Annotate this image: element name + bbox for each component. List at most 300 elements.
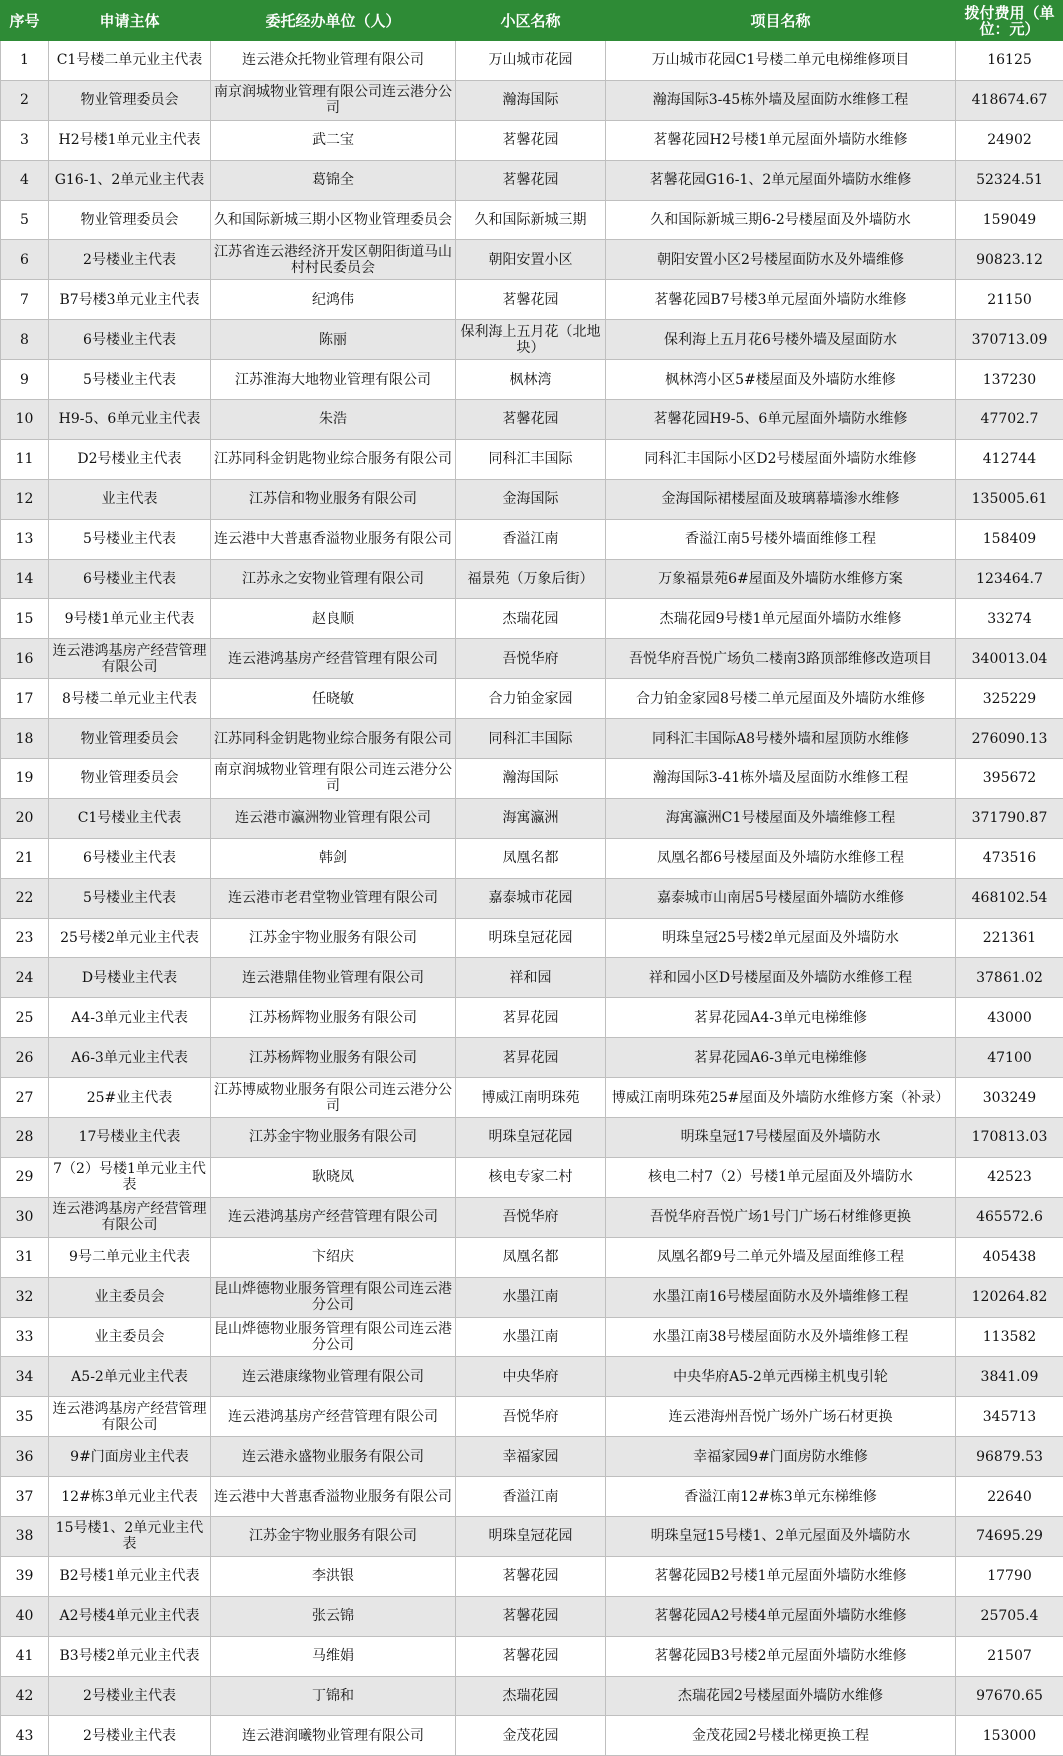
table-row: [1, 1357, 1063, 1397]
cell-community: 吾悦华府: [456, 639, 606, 679]
cell-agent: 丁锦和: [211, 1676, 456, 1716]
cell-community: 万山城市花园: [456, 41, 606, 81]
cell-community: 茗昇花园: [456, 998, 606, 1038]
cell-no: 31: [1, 1237, 49, 1277]
cell-agent: 葛锦全: [211, 160, 456, 200]
cell-community: 核电专家二村: [456, 1157, 606, 1197]
cell-agent: 朱浩: [211, 400, 456, 440]
cell-applicant: 5号楼业主代表: [49, 878, 211, 918]
cell-applicant: 17号楼业主代表: [49, 1118, 211, 1158]
cell-community: 茗馨花园: [456, 1596, 606, 1636]
cell-amount: 33274: [956, 599, 1063, 639]
cell-applicant: 业主委员会: [49, 1277, 211, 1317]
table-row: [1, 1477, 1063, 1517]
cell-no: 15: [1, 599, 49, 639]
cell-agent: 连云港永盛物业服务有限公司: [211, 1437, 456, 1477]
header-agent: 委托经办单位（人）: [211, 1, 456, 41]
cell-no: 7: [1, 280, 49, 320]
cell-agent: 连云港润曦物业管理有限公司: [211, 1716, 456, 1756]
cell-amount: 221361: [956, 918, 1063, 958]
cell-applicant: A6-3单元业主代表: [49, 1038, 211, 1078]
cell-no: 19: [1, 759, 49, 799]
cell-applicant: H9-5、6单元业主代表: [49, 400, 211, 440]
cell-applicant: 15号楼1、2单元业主代表: [49, 1516, 211, 1556]
cell-agent: 连云港康缘物业管理有限公司: [211, 1357, 456, 1397]
cell-amount: 137230: [956, 360, 1063, 400]
cell-amount: 47100: [956, 1038, 1063, 1078]
cell-agent: 耿晓凤: [211, 1157, 456, 1197]
cell-applicant: 2号楼业主代表: [49, 240, 211, 280]
cell-no: 40: [1, 1596, 49, 1636]
cell-agent: 江苏博威物业服务有限公司连云港分公司: [211, 1078, 456, 1118]
cell-amount: 170813.03: [956, 1118, 1063, 1158]
cell-amount: 123464.7: [956, 559, 1063, 599]
cell-project: 茗馨花园A2号楼4单元屋面外墙防水维修: [606, 1596, 956, 1636]
cell-no: 23: [1, 918, 49, 958]
cell-agent: 江苏同科金钥匙物业综合服务有限公司: [211, 439, 456, 479]
cell-no: 43: [1, 1716, 49, 1756]
cell-applicant: 连云港鸿基房产经营管理有限公司: [49, 1397, 211, 1437]
cell-applicant: 9号二单元业主代表: [49, 1237, 211, 1277]
cell-project: 久和国际新城三期6-2号楼屋面及外墙防水: [606, 200, 956, 240]
table-row: [1, 200, 1063, 240]
cell-project: 中央华府A5-2单元西梯主机曳引轮: [606, 1357, 956, 1397]
cell-community: 瀚海国际: [456, 80, 606, 120]
table-row: [1, 599, 1063, 639]
cell-amount: 120264.82: [956, 1277, 1063, 1317]
cell-amount: 43000: [956, 998, 1063, 1038]
cell-agent: 江苏淮海大地物业管理有限公司: [211, 360, 456, 400]
cell-applicant: A2号楼4单元业主代表: [49, 1596, 211, 1636]
cell-agent: 连云港中大普惠香溢物业服务有限公司: [211, 1477, 456, 1517]
table-header-row: [1, 1, 1063, 41]
cell-project: 海寓瀛洲C1号楼屋面及外墙维修工程: [606, 798, 956, 838]
cell-agent: 赵良顺: [211, 599, 456, 639]
cell-project: 茗馨花园B2号楼1单元屋面外墙防水维修: [606, 1556, 956, 1596]
cell-no: 4: [1, 160, 49, 200]
cell-amount: 325229: [956, 679, 1063, 719]
cell-community: 茗馨花园: [456, 280, 606, 320]
cell-applicant: 2号楼业主代表: [49, 1716, 211, 1756]
table-row: [1, 1038, 1063, 1078]
cell-project: 凤凰名都9号二单元外墙及屋面维修工程: [606, 1237, 956, 1277]
cell-community: 中央华府: [456, 1357, 606, 1397]
cell-agent: 卞绍庆: [211, 1237, 456, 1277]
cell-community: 祥和园: [456, 958, 606, 998]
table-row: [1, 838, 1063, 878]
table-row: [1, 479, 1063, 519]
cell-agent: 连云港众托物业管理有限公司: [211, 41, 456, 81]
cell-no: 5: [1, 200, 49, 240]
cell-project: 嘉泰城市山南居5号楼屋面外墙防水维修: [606, 878, 956, 918]
cell-amount: 340013.04: [956, 639, 1063, 679]
cell-community: 金茂花园: [456, 1716, 606, 1756]
cell-project: 祥和园小区D号楼屋面及外墙防水维修工程: [606, 958, 956, 998]
cell-agent: 昆山烨德物业服务管理有限公司连云港分公司: [211, 1277, 456, 1317]
cell-amount: 370713.09: [956, 320, 1063, 360]
table-row: [1, 240, 1063, 280]
table-row: [1, 759, 1063, 799]
cell-amount: 97670.65: [956, 1676, 1063, 1716]
cell-amount: 153000: [956, 1716, 1063, 1756]
cell-applicant: 2号楼业主代表: [49, 1676, 211, 1716]
cell-agent: 陈丽: [211, 320, 456, 360]
cell-no: 12: [1, 479, 49, 519]
cell-community: 幸福家园: [456, 1437, 606, 1477]
cell-no: 29: [1, 1157, 49, 1197]
cell-amount: 135005.61: [956, 479, 1063, 519]
cell-project: 杰瑞花园9号楼1单元屋面外墙防水维修: [606, 599, 956, 639]
cell-applicant: D2号楼业主代表: [49, 439, 211, 479]
cell-project: 合力铂金家园8号楼二单元屋面及外墙防水维修: [606, 679, 956, 719]
cell-no: 25: [1, 998, 49, 1038]
cell-agent: 南京润城物业管理有限公司连云港分公司: [211, 759, 456, 799]
cell-applicant: 9号楼1单元业主代表: [49, 599, 211, 639]
cell-project: 凤凰名都6号楼屋面及外墙防水维修工程: [606, 838, 956, 878]
cell-agent: 江苏杨辉物业服务有限公司: [211, 1038, 456, 1078]
cell-applicant: 物业管理委员会: [49, 200, 211, 240]
cell-no: 8: [1, 320, 49, 360]
cell-community: 茗馨花园: [456, 1556, 606, 1596]
cell-no: 28: [1, 1118, 49, 1158]
cell-project: 同科汇丰国际A8号楼外墙和屋顶防水维修: [606, 719, 956, 759]
cell-project: 茗馨花园G16-1、2单元屋面外墙防水维修: [606, 160, 956, 200]
cell-community: 茗昇花园: [456, 1038, 606, 1078]
table-row: [1, 1118, 1063, 1158]
cell-agent: 连云港鼎佳物业管理有限公司: [211, 958, 456, 998]
table-row: [1, 1197, 1063, 1237]
cell-applicant: A4-3单元业主代表: [49, 998, 211, 1038]
cell-agent: 武二宝: [211, 120, 456, 160]
cell-no: 35: [1, 1397, 49, 1437]
cell-agent: 久和国际新城三期小区物业管理委员会: [211, 200, 456, 240]
cell-agent: 江苏金宇物业服务有限公司: [211, 1118, 456, 1158]
cell-project: 杰瑞花园2号楼屋面外墙防水维修: [606, 1676, 956, 1716]
header-applicant: 申请主体: [49, 1, 211, 41]
table-row: [1, 41, 1063, 81]
cell-amount: 37861.02: [956, 958, 1063, 998]
header-project: 项目名称: [606, 1, 956, 41]
table-row: [1, 1716, 1063, 1756]
cell-community: 福景苑（万象后街）: [456, 559, 606, 599]
cell-project: 香溢江南12#栋3单元东梯维修: [606, 1477, 956, 1517]
cell-project: 水墨江南16号楼屋面防水及外墙维修工程: [606, 1277, 956, 1317]
cell-no: 27: [1, 1078, 49, 1118]
cell-project: 同科汇丰国际小区D2号楼屋面外墙防水维修: [606, 439, 956, 479]
cell-amount: 412744: [956, 439, 1063, 479]
cell-project: 朝阳安置小区2号楼屋面防水及外墙维修: [606, 240, 956, 280]
cell-applicant: 物业管理委员会: [49, 759, 211, 799]
cell-applicant: 8号楼二单元业主代表: [49, 679, 211, 719]
cell-no: 36: [1, 1437, 49, 1477]
cell-applicant: B7号楼3单元业主代表: [49, 280, 211, 320]
table-row: [1, 1437, 1063, 1477]
cell-agent: 纪鸿伟: [211, 280, 456, 320]
cell-no: 16: [1, 639, 49, 679]
cell-project: 茗馨花园B3号楼2单元屋面外墙防水维修: [606, 1636, 956, 1676]
cell-applicant: 7（2）号楼1单元业主代表: [49, 1157, 211, 1197]
cell-agent: 昆山烨德物业服务管理有限公司连云港分公司: [211, 1317, 456, 1357]
cell-applicant: C1号楼二单元业主代表: [49, 41, 211, 81]
table-row: [1, 160, 1063, 200]
header-community: 小区名称: [456, 1, 606, 41]
cell-no: 41: [1, 1636, 49, 1676]
cell-community: 金海国际: [456, 479, 606, 519]
cell-amount: 21507: [956, 1636, 1063, 1676]
cell-applicant: D号楼业主代表: [49, 958, 211, 998]
cell-applicant: 连云港鸿基房产经营管理有限公司: [49, 1197, 211, 1237]
cell-community: 水墨江南: [456, 1277, 606, 1317]
cell-agent: 连云港鸿基房产经营管理有限公司: [211, 1197, 456, 1237]
cell-project: 明珠皇冠17号楼屋面及外墙防水: [606, 1118, 956, 1158]
cell-project: 吾悦华府吾悦广场负二楼南3路顶部维修改造项目: [606, 639, 956, 679]
cell-project: 连云港海州吾悦广场外广场石材更换: [606, 1397, 956, 1437]
cell-no: 1: [1, 41, 49, 81]
cell-agent: 连云港鸿基房产经营管理有限公司: [211, 1397, 456, 1437]
cell-no: 34: [1, 1357, 49, 1397]
cell-agent: 连云港市老君堂物业管理有限公司: [211, 878, 456, 918]
cell-agent: 张云锦: [211, 1596, 456, 1636]
table-row: [1, 80, 1063, 120]
table-row: [1, 1556, 1063, 1596]
cell-amount: 22640: [956, 1477, 1063, 1517]
cell-community: 吾悦华府: [456, 1397, 606, 1437]
cell-community: 同科汇丰国际: [456, 439, 606, 479]
cell-no: 11: [1, 439, 49, 479]
cell-agent: 江苏金宇物业服务有限公司: [211, 1516, 456, 1556]
cell-agent: 李洪银: [211, 1556, 456, 1596]
table-row: [1, 719, 1063, 759]
cell-community: 茗馨花园: [456, 160, 606, 200]
table-row: [1, 1237, 1063, 1277]
cell-applicant: 连云港鸿基房产经营管理有限公司: [49, 639, 211, 679]
cell-project: 香溢江南5号楼外墙面维修工程: [606, 519, 956, 559]
cell-applicant: 12#栋3单元业主代表: [49, 1477, 211, 1517]
cell-amount: 371790.87: [956, 798, 1063, 838]
table-row: [1, 559, 1063, 599]
table-row: [1, 679, 1063, 719]
cell-no: 20: [1, 798, 49, 838]
cell-project: 万山城市花园C1号楼二单元电梯维修项目: [606, 41, 956, 81]
cell-community: 水墨江南: [456, 1317, 606, 1357]
cell-no: 9: [1, 360, 49, 400]
cell-applicant: 9#门面房业主代表: [49, 1437, 211, 1477]
cell-community: 茗馨花园: [456, 400, 606, 440]
cell-no: 30: [1, 1197, 49, 1237]
cell-amount: 42523: [956, 1157, 1063, 1197]
cell-no: 13: [1, 519, 49, 559]
cell-no: 22: [1, 878, 49, 918]
cell-agent: 江苏同科金钥匙物业综合服务有限公司: [211, 719, 456, 759]
cell-no: 37: [1, 1477, 49, 1517]
cell-community: 吾悦华府: [456, 1197, 606, 1237]
cell-applicant: 25号楼2单元业主代表: [49, 918, 211, 958]
cell-no: 32: [1, 1277, 49, 1317]
cell-project: 瀚海国际3-45栋外墙及屋面防水维修工程: [606, 80, 956, 120]
cell-community: 明珠皇冠花园: [456, 918, 606, 958]
cell-project: 水墨江南38号楼屋面防水及外墙维修工程: [606, 1317, 956, 1357]
cell-no: 14: [1, 559, 49, 599]
cell-agent: 连云港中大普惠香溢物业服务有限公司: [211, 519, 456, 559]
cell-applicant: A5-2单元业主代表: [49, 1357, 211, 1397]
cell-amount: 418674.67: [956, 80, 1063, 120]
cell-project: 明珠皇冠25号楼2单元屋面及外墙防水: [606, 918, 956, 958]
cell-amount: 473516: [956, 838, 1063, 878]
cell-community: 凤凰名都: [456, 1237, 606, 1277]
cell-community: 合力铂金家园: [456, 679, 606, 719]
cell-no: 2: [1, 80, 49, 120]
cell-community: 博威江南明珠苑: [456, 1078, 606, 1118]
cell-project: 吾悦华府吾悦广场1号门广场石材维修更换: [606, 1197, 956, 1237]
cell-project: 博威江南明珠苑25#屋面及外墙防水维修方案（补录）: [606, 1078, 956, 1118]
cell-agent: 连云港鸿基房产经营管理有限公司: [211, 639, 456, 679]
cell-amount: 21150: [956, 280, 1063, 320]
cell-project: 金海国际裙楼屋面及玻璃幕墙渗水维修: [606, 479, 956, 519]
cell-project: 茗昇花园A4-3单元电梯维修: [606, 998, 956, 1038]
cell-amount: 52324.51: [956, 160, 1063, 200]
table-row: [1, 1636, 1063, 1676]
cell-no: 38: [1, 1516, 49, 1556]
cell-amount: 468102.54: [956, 878, 1063, 918]
table-row: [1, 1157, 1063, 1197]
cell-amount: 113582: [956, 1317, 1063, 1357]
cell-applicant: B3号楼2单元业主代表: [49, 1636, 211, 1676]
cell-agent: 江苏杨辉物业服务有限公司: [211, 998, 456, 1038]
cell-amount: 3841.09: [956, 1357, 1063, 1397]
cell-community: 明珠皇冠花园: [456, 1516, 606, 1556]
table-row: [1, 1596, 1063, 1636]
cell-project: 茗馨花园B7号楼3单元屋面外墙防水维修: [606, 280, 956, 320]
cell-amount: 405438: [956, 1237, 1063, 1277]
cell-no: 3: [1, 120, 49, 160]
cell-project: 幸福家园9#门面房防水维修: [606, 1437, 956, 1477]
cell-amount: 17790: [956, 1556, 1063, 1596]
cell-community: 杰瑞花园: [456, 599, 606, 639]
cell-community: 凤凰名都: [456, 838, 606, 878]
cell-project: 保利海上五月花6号楼外墙及屋面防水: [606, 320, 956, 360]
cell-community: 枫林湾: [456, 360, 606, 400]
cell-amount: 276090.13: [956, 719, 1063, 759]
cell-amount: 96879.53: [956, 1437, 1063, 1477]
cell-community: 香溢江南: [456, 519, 606, 559]
cell-applicant: 5号楼业主代表: [49, 519, 211, 559]
cell-applicant: 业主委员会: [49, 1317, 211, 1357]
table-row: [1, 439, 1063, 479]
cell-community: 杰瑞花园: [456, 1676, 606, 1716]
cell-amount: 25705.4: [956, 1596, 1063, 1636]
table-row: [1, 1676, 1063, 1716]
cell-amount: 24902: [956, 120, 1063, 160]
cell-amount: 47702.7: [956, 400, 1063, 440]
table-body: [1, 41, 1063, 1756]
cell-amount: 395672: [956, 759, 1063, 799]
cell-applicant: 6号楼业主代表: [49, 559, 211, 599]
cell-no: 39: [1, 1556, 49, 1596]
table-row: [1, 120, 1063, 160]
table-row: [1, 958, 1063, 998]
cell-agent: 马维娟: [211, 1636, 456, 1676]
cell-project: 万象福景苑6#屋面及外墙防水维修方案: [606, 559, 956, 599]
table-row: [1, 1277, 1063, 1317]
cell-community: 海寓瀛洲: [456, 798, 606, 838]
table-row: [1, 998, 1063, 1038]
cell-applicant: C1号楼业主代表: [49, 798, 211, 838]
cell-project: 枫林湾小区5#楼屋面及外墙防水维修: [606, 360, 956, 400]
cell-no: 21: [1, 838, 49, 878]
cell-applicant: 6号楼业主代表: [49, 838, 211, 878]
cell-agent: 江苏信和物业服务有限公司: [211, 479, 456, 519]
cell-community: 久和国际新城三期: [456, 200, 606, 240]
cell-agent: 南京润城物业管理有限公司连云港分公司: [211, 80, 456, 120]
cell-applicant: B2号楼1单元业主代表: [49, 1556, 211, 1596]
cell-applicant: G16-1、2单元业主代表: [49, 160, 211, 200]
cell-community: 茗馨花园: [456, 1636, 606, 1676]
cell-applicant: 5号楼业主代表: [49, 360, 211, 400]
cell-community: 朝阳安置小区: [456, 240, 606, 280]
cell-no: 10: [1, 400, 49, 440]
cell-community: 明珠皇冠花园: [456, 1118, 606, 1158]
header-no: 序号: [1, 1, 49, 41]
cell-agent: 江苏永之安物业管理有限公司: [211, 559, 456, 599]
cell-agent: 连云港市瀛洲物业管理有限公司: [211, 798, 456, 838]
cell-community: 同科汇丰国际: [456, 719, 606, 759]
cell-agent: 任晓敏: [211, 679, 456, 719]
cell-no: 24: [1, 958, 49, 998]
table-row: [1, 519, 1063, 559]
cell-community: 瀚海国际: [456, 759, 606, 799]
cell-applicant: 业主代表: [49, 479, 211, 519]
table-row: [1, 1397, 1063, 1437]
table-row: [1, 1078, 1063, 1118]
cell-project: 瀚海国际3-41栋外墙及屋面防水维修工程: [606, 759, 956, 799]
cell-project: 茗昇花园A6-3单元电梯维修: [606, 1038, 956, 1078]
cell-no: 26: [1, 1038, 49, 1078]
cell-amount: 345713: [956, 1397, 1063, 1437]
table-row: [1, 360, 1063, 400]
cell-amount: 303249: [956, 1078, 1063, 1118]
header-amount: 拨付费用（单位：元）: [956, 1, 1063, 41]
cell-amount: 465572.6: [956, 1197, 1063, 1237]
table-row: [1, 400, 1063, 440]
cell-project: 明珠皇冠15号楼1、2单元屋面及外墙防水: [606, 1516, 956, 1556]
cell-applicant: 25#业主代表: [49, 1078, 211, 1118]
cell-project: 金茂花园2号楼北梯更换工程: [606, 1716, 956, 1756]
cell-community: 茗馨花园: [456, 120, 606, 160]
cell-no: 18: [1, 719, 49, 759]
cell-amount: 16125: [956, 41, 1063, 81]
cell-amount: 159049: [956, 200, 1063, 240]
cell-applicant: 物业管理委员会: [49, 80, 211, 120]
cell-agent: 江苏金宇物业服务有限公司: [211, 918, 456, 958]
cell-applicant: 6号楼业主代表: [49, 320, 211, 360]
cell-no: 33: [1, 1317, 49, 1357]
table-row: [1, 280, 1063, 320]
cell-no: 42: [1, 1676, 49, 1716]
cell-amount: 158409: [956, 519, 1063, 559]
cell-agent: 江苏省连云港经济开发区朝阳街道马山村村民委员会: [211, 240, 456, 280]
cell-applicant: H2号楼1单元业主代表: [49, 120, 211, 160]
cell-agent: 韩剑: [211, 838, 456, 878]
table-row: [1, 639, 1063, 679]
table-row: [1, 918, 1063, 958]
cell-community: 香溢江南: [456, 1477, 606, 1517]
cell-project: 茗馨花园H9-5、6单元屋面外墙防水维修: [606, 400, 956, 440]
table-row: [1, 1516, 1063, 1556]
table-row: [1, 878, 1063, 918]
cell-amount: 90823.12: [956, 240, 1063, 280]
cell-community: 嘉泰城市花园: [456, 878, 606, 918]
table-row: [1, 798, 1063, 838]
